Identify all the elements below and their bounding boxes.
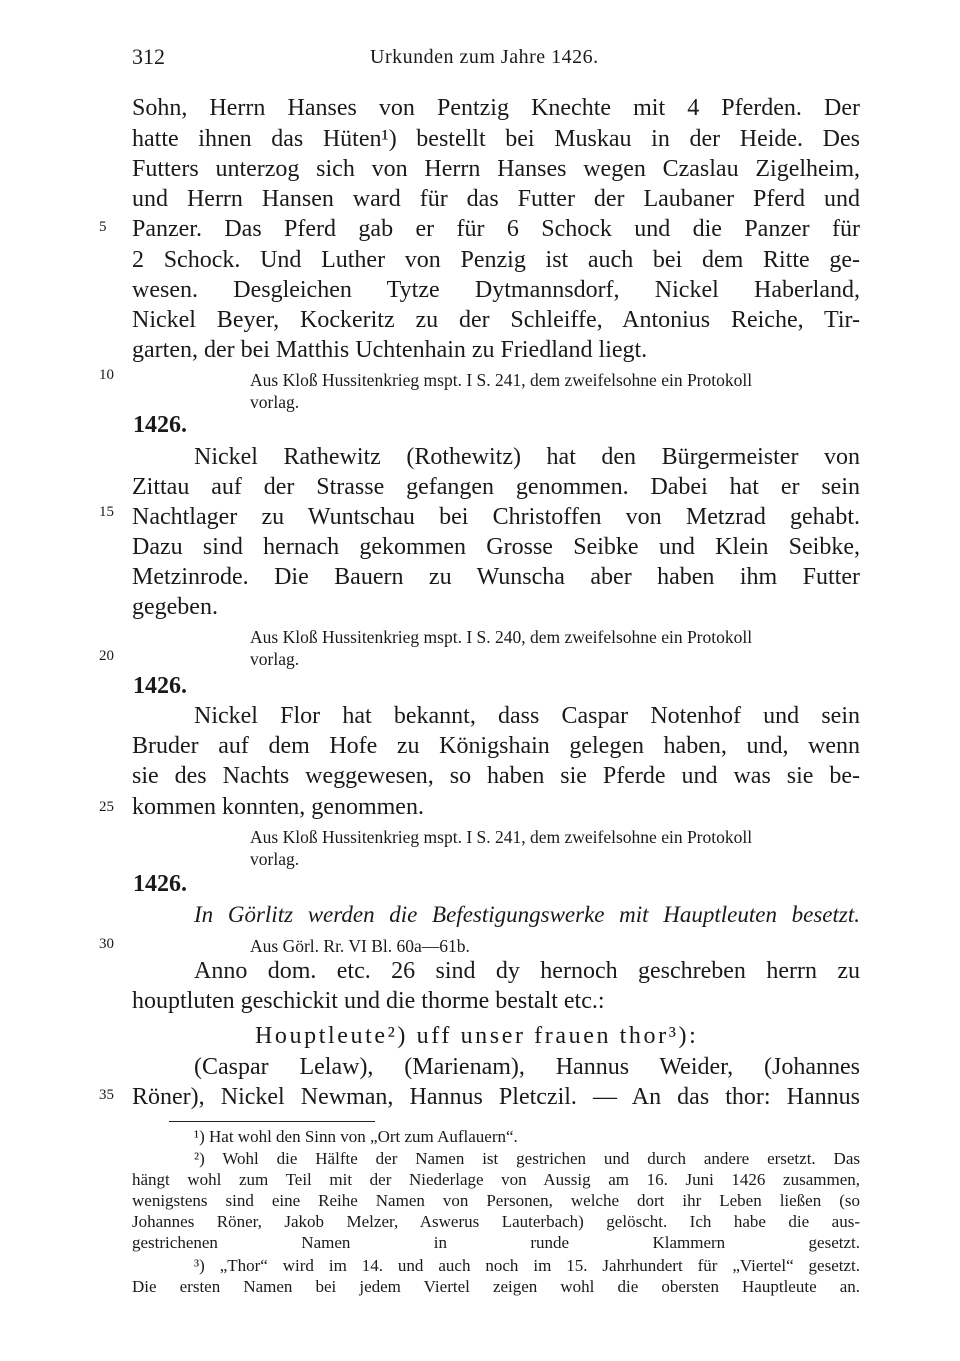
- text-line: 2 Schock. Und Luther von Penzig ist auch bei dem Ritte ge-: [132, 247, 860, 273]
- line-number: 30: [99, 936, 114, 952]
- text-line: Metzinrode. Die Bauern zu Wunscha aber haben ihm Futter: [132, 564, 860, 590]
- entry-year: 1426.: [133, 871, 187, 897]
- footnote: gestrichenen Namen in runde Klammern gesetzt.: [132, 1233, 860, 1252]
- text-line: Nickel Flor hat bekannt, dass Caspar Notenhof und sein: [194, 703, 860, 729]
- text-line: Panzer. Das Pferd gab er für 6 Schock und die Panzer für: [132, 216, 860, 242]
- text-line: Anno dom. etc. 26 sind dy hernoch geschreben herrn zu: [194, 958, 860, 984]
- running-title: Urkunden zum Jahre 1426.: [370, 46, 599, 68]
- line-number: 35: [99, 1087, 114, 1103]
- footnote: Johannes Röner, Jakob Melzer, Aswerus Lauterbach) gelöscht. Ich habe die aus-: [132, 1212, 860, 1231]
- text-line: Nachtlager zu Wuntschau bei Christoffen von Metzrad gehabt.: [132, 504, 860, 530]
- footnote-divider: [169, 1121, 375, 1122]
- source-note: Aus Görl. Rr. VI Bl. 60a—61b.: [250, 936, 470, 956]
- page-number: 312: [132, 44, 165, 69]
- text-line: Nickel Rathewitz (Rothewitz) hat den Bürgermeister von: [194, 444, 860, 470]
- text-line: gegeben.: [132, 594, 218, 620]
- source-note: vorlag.: [250, 649, 300, 669]
- text-line: Nickel Beyer, Kockeritz zu der Schleiffe, Antonius Reiche, Tir-: [132, 307, 860, 333]
- text-line: houptluten geschickit und die thorme bestalt etc.:: [132, 988, 605, 1014]
- entry-year: 1426.: [133, 673, 187, 699]
- text-line: und Herrn Hansen ward für das Futter der Laubaner Pferd und: [132, 186, 860, 212]
- text-line: Futters unterzog sich von Herrn Hanses wegen Czaslau Zigelheim,: [132, 156, 860, 182]
- footnote: Die ersten Namen bei jedem Viertel zeigen wohl die obersten Hauptleute an.: [132, 1277, 860, 1296]
- section-heading: Houptleute²) uff unser frauen thor³):: [255, 1023, 699, 1049]
- text-line: Bruder auf dem Hofe zu Königshain gelegen haben, und, wenn: [132, 733, 860, 759]
- line-number: 20: [99, 648, 114, 664]
- footnote: wenigstens sind eine Reihe Namen von Personen, welche dort ihr Leben ließen (so: [132, 1191, 860, 1210]
- text-line: garten, der bei Matthis Uchtenhain zu Friedland liegt.: [132, 337, 648, 363]
- text-line: kommen konnten, genommen.: [132, 794, 424, 820]
- text-line: Dazu sind hernach gekommen Grosse Seibke und Klein Seibke,: [132, 534, 860, 560]
- text-line: Röner), Nickel Newman, Hannus Pletczil. — An das thor: Hannus: [132, 1084, 860, 1110]
- line-number: 10: [99, 367, 114, 383]
- footnote: ²) Wohl die Hälfte der Namen ist gestrichen und durch andere ersetzt. Das: [194, 1149, 860, 1168]
- entry-summary: In Görlitz werden die Befestigungswerke mit Hauptleuten besetzt.: [194, 902, 860, 927]
- entry-year: 1426.: [133, 412, 187, 438]
- line-number: 15: [99, 504, 114, 520]
- footnote: hängt wohl zum Teil mit der Niederlage von Aussig am 16. Juni 1426 zusammen,: [132, 1170, 860, 1189]
- footnote: ¹) Hat wohl den Sinn von „Ort zum Auflauern“.: [194, 1127, 518, 1146]
- source-note: Aus Kloß Hussitenkrieg mspt. I S. 241, dem zweifelsohne ein Protokoll: [250, 827, 753, 847]
- text-line: sie des Nachts weggewesen, so haben sie Pferde und was sie be-: [132, 763, 860, 789]
- footnote: ³) „Thor“ wird im 14. und auch noch im 15. Jahrhundert für „Viertel“ gesetzt.: [194, 1256, 860, 1275]
- text-line: wesen. Desgleichen Tytze Dytmannsdorf, Nickel Haberland,: [132, 277, 860, 303]
- text-line: Sohn, Herrn Hanses von Pentzig Knechte mit 4 Pferden. Der: [132, 95, 860, 121]
- source-note: Aus Kloß Hussitenkrieg mspt. I S. 241, dem zweifelsohne ein Protokoll: [250, 370, 753, 390]
- source-note: Aus Kloß Hussitenkrieg mspt. I S. 240, dem zweifelsohne ein Protokoll: [250, 627, 753, 647]
- line-number: 5: [99, 219, 107, 235]
- text-line: Zittau auf der Strasse gefangen genommen. Dabei hat er sein: [132, 474, 860, 500]
- source-note: vorlag.: [250, 849, 300, 869]
- text-line: (Caspar Lelaw), (Marienam), Hannus Weider, (Johannes: [194, 1054, 860, 1080]
- source-note: vorlag.: [250, 392, 300, 412]
- text-line: hatte ihnen das Hüten¹) bestellt bei Muskau in der Heide. Des: [132, 126, 860, 152]
- line-number: 25: [99, 799, 114, 815]
